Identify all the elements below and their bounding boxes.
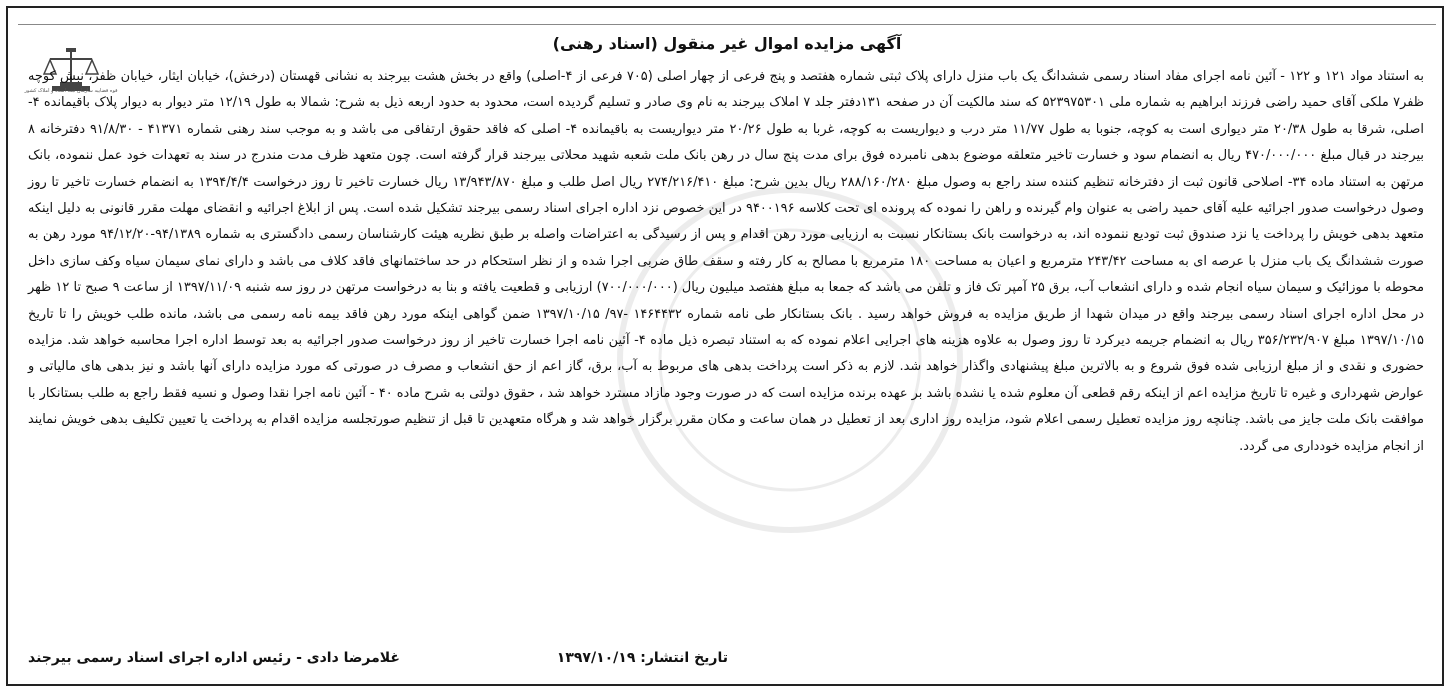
- emblem-caption: قوه قضاییه سازمان ثبت اسناد و املاک کشور: [24, 88, 118, 94]
- signature-line: غلامرضا دادی - رئیس اداره اجرای اسناد رسمی بیرجند: [28, 650, 400, 666]
- notice-title: آگهی مزایده اموال غیر منقول (اسناد رهنی): [552, 34, 902, 53]
- notice-footer: [28, 646, 728, 670]
- notice-body: به استناد مواد ۱۲۱ و ۱۲۲ - آئین نامه اجرای مفاد اسناد رسمی ششدانگ یک باب منزل دارای پلاک ثبتی شماره هفتصد و پنج فرعی از چهار اصلی (۷۰۵ فرعی از ۴-اصلی) واقع در بخش هشت بیرجند به نشانی قهستان (درخش)، خیابان ایثار، خیابان ظفر، نبش کوچه ظفر۷ ملکی آقای حمید راضی فرزند ابراهیم به شماره ملی ۵۲۳۹۷۵۳۰۱ که سند مالکیت آن در صفحه ۱۳۱دفتر جلد ۷ املاک بیرجند به نام وی صادر و تسلیم گردیده است، محدود به حدود اربعه ذیل به شرح: شمالا به طول ۱۲/۱۹ متر دیوار به دیوار پلاک باقیمانده ۴-اصلی، شرقا به طول ۲۰/۳۸ متر دیواری است به کوچه، جنوبا به طول ۱۱/۷۷ متر درب و دیواریست به کوچه، غربا به طول ۲۰/۲۶ متر دیواریست به باقیمانده ۴- اصلی که فاقد حقوق ارتفاقی می باشد و به موجب سند رهنی شماره ۴۱۳۷۱ - ۹۱/۸/۳۰ دفترخانه ۸ بیرجند در قبال مبلغ ۴۷۰/۰۰۰/۰۰۰ ریال به انضمام سود و خسارت تاخیر متعلقه موضوع بدهی نامبرده فوق برای مدت پنج سال در رهن بانک ملت شعبه شهید محلاتی بیرجند قرار گرفته است. چون متعهد ظرف مدت مندرج در سند به تعهدات خود عمل ننموده، بانک مرتهن به استناد ماده ۳۴- اصلاحی قانون ثبت از دفترخانه تنظیم کننده سند راجع به وصول مبلغ ۲۸۸/۱۶۰/۲۸۰ ریال بدین شرح: مبلغ ۲۷۴/۲۱۶/۴۱۰ ریال اصل طلب و مبلغ ۱۳/۹۴۳/۸۷۰ ریال خسارت تاخیر تا روز درخواست ۱۳۹۴/۴/۴ به انضمام خسارت تاخیر تا روز وصول درخواست صدور اجرائیه علیه آقای حمید راضی به عنوان وام گیرنده و راهن را نموده که پرونده ای تحت کلاسه ۹۴۰۰۱۹۶ در این خصوص نزد اداره اجرای اسناد رسمی بیرجند تشکیل شده است. پس از ابلاغ اجرائیه و انقضای مهلت مقرر قانونی به دلیل اینکه متعهد بدهی خویش را پرداخت یا نزد صندوق ثبت تودیع ننموده اند، به درخواست بانک بستانکار نسبت به ارزیابی مورد رهن اقدام و پس از رسیدگی به اعتراضات واصله بر طبق نظریه هیئت کارشناسان رسمی دادگستری به شماره ۹۴/۱۳۸۹-۹۴/۱۲/۲۰ مورد رهن به صورت ششدانگ یک باب منزل با عرصه ای به مساحت ۲۴۳/۴۲ مترمربع و اعیان به مساحت ۱۸۰ مترمربع با مصالح به کار رفته و سقف طاق ضربی اجرا شده و از نظر استحکام در حد ساختمانهای فاقد کلاف می باشد و دارای نمای سیمان سیاه وکف سازی داخل محوطه با موزائیک و سیمان سیاه انجام شده و دارای انشعاب آب، برق ۲۵ آمپر تک فاز و تلفن می باشد که جمعا به مبلغ هفتصد میلیون ریال (۷۰۰/۰۰۰/۰۰۰) ارزیابی و قطعیت یافته و بنا به درخواست مرتهن در روز سه شنبه ۱۳۹۷/۱۱/۰۹ از ساعت ۹ صبح تا ۱۲ ظهر در محل اداره اجرای اسناد رسمی بیرجند واقع در میدان شهدا از طریق مزایده به فروش خواهد رسید . بانک بستانکار طی نامه شماره ۱۴۶۴۴۳۲ -۹۷/ ۱۳۹۷/۱۰/۱۵ ضمن گواهی اینکه مورد رهن فاقد بیمه نامه رسمی می باشد، مانده طلب خویش را تا تاریخ ۱۳۹۷/۱۰/۱۵ مبلغ ۳۵۶/۲۳۲/۹۰۷ ریال به انضمام جریمه دیرکرد تا روز وصول به علاوه هزینه های اجرایی اعلام نموده که به استناد تبصره ذیل ماده ۴- آئین نامه اجرا خسارت تاخیر از روز درخواست صدور اجرائیه به بعد توسط اداره اجرا محاسبه خواهد شد. مزایده حضوری و نقدی و از مبلغ ارزیابی شده فوق شروع و به بالاترین مبلغ پیشنهادی واگذار خواهد شد. لازم به ذکر است پرداخت بدهی های مربوط به آب، برق، گاز اعم از حق انشعاب و مصرف در صورتی که مورد مزایده دارای آنها باشد و نیز بدهی های مالیاتی و عوارض شهرداری و غیره تا تاریخ مزایده اعم از اینکه رقم قطعی آن معلوم شده یا نشده باشد بر عهده برنده مزایده است که در صورت وجود مازاد مسترد خواهد شد ، حقوق دولتی به شرح ماده ۴۰ - آئین نامه اجرا نقدا وصول و نسیه فقط راجع به طلب بستانکار با موافقت بانک ملت جایز می باشد. چنانچه روز مزایده تعطیل رسمی اعلام شود، مزایده روز اداری بعد از تعطیل در همان ساعت و مکان مقرر برگزار خواهد شد و هرگاه متعهدین تا قبل از تنظیم صورتجلسه مزایده اقدام به پرداخت یا تعیین تکلیف بدهی خویش نمایند از انجام مزایده خودداری می گردد.: [28, 69, 1425, 454]
- top-divider: [18, 24, 1436, 25]
- publish-date: تاریخ انتشار: ۱۳۹۷/۱۰/۱۹: [556, 650, 728, 666]
